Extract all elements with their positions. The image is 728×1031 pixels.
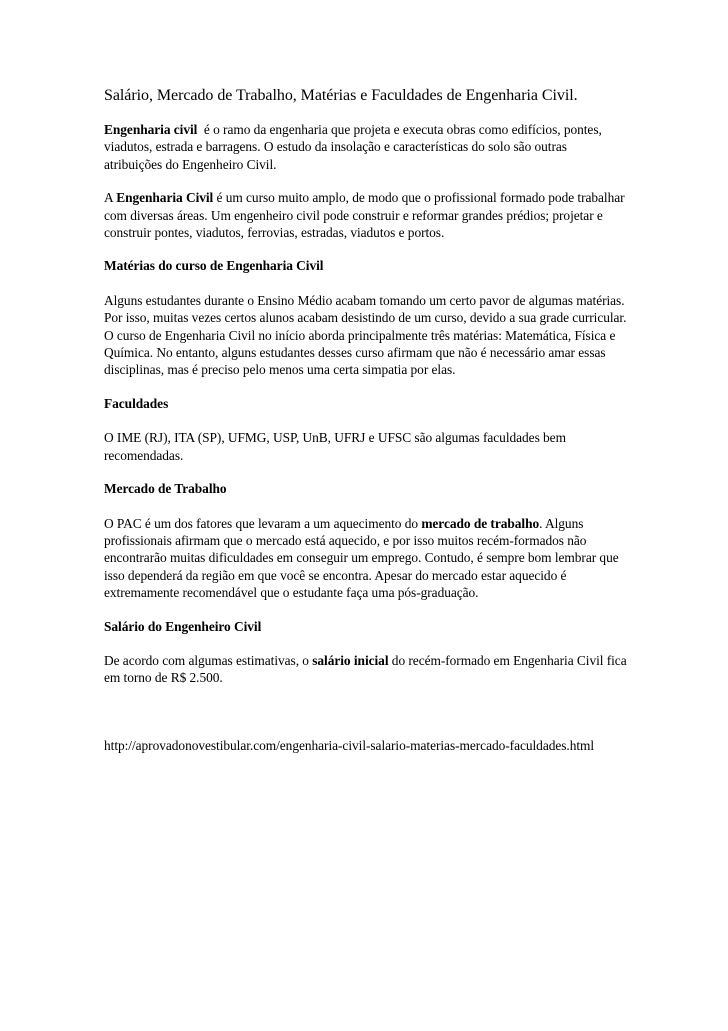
salario-paragraph xyxy=(104,652,628,687)
intro-paragraph xyxy=(104,121,628,173)
faculdades-heading: Faculdades xyxy=(104,395,169,411)
source-url: http://aprovadonovestibular.com/engenharia-civil-salario-materias-mercado-faculdades.html xyxy=(104,737,595,753)
mercado-paragraph xyxy=(104,515,628,602)
spacer xyxy=(104,703,628,737)
salario-text-before: De acordo com algumas estimativas, o xyxy=(104,652,313,668)
materias-heading: Matérias do curso de Engenharia Civil xyxy=(104,258,324,274)
salario-heading: Salário do Engenheiro Civil xyxy=(104,618,262,634)
overview-bold-term: Engenharia Civil xyxy=(116,190,214,206)
mercado-text-after: . Alguns profissionais afirmam que o mercado está aquecido, e por isso muitos recém-formados não encontrarão muitas dificuldades em conseguir um emprego. Contudo, é sempre bom lembrar que isso dependerá da região em que você se encontra. Apesar do mercado estar aquecido é extremamente recomendável que o estudante faça uma pós-graduação. xyxy=(104,515,619,601)
salario-bold-term: salário inicial xyxy=(312,652,389,668)
faculdades-paragraph: O IME (RJ), ITA (SP), UFMG, USP, UnB, UFRJ e UFSC são algumas faculdades bem recomendadas. xyxy=(104,430,566,463)
overview-text: é um curso muito amplo, de modo que o profissional formado pode trabalhar com diversas áreas. Um engenheiro civil pode construir e reformar grandes prédios; projetar e construir pontes, viadutos, ferrovias, estradas, viadutos e portos. xyxy=(104,190,625,241)
intro-text: é o ramo da engenharia que projeta e executa obras como edifícios, pontes, viadutos, estrada e barragens. O estudo da insolação e características do solo são outras atribuições do Engenheiro Civil. xyxy=(104,122,606,172)
mercado-heading: Mercado de Trabalho xyxy=(104,481,227,497)
materias-paragraph: Alguns estudantes durante o Ensino Médio acabam tomando um certo pavor de algumas matérias. Por isso, muitas vezes certos alunos acabam desistindo de um curso, devido a sua grade curricular. O curso de Engenharia Civil no início aborda principalmente três matérias: Matemática, Física e Química. No entanto, alguns estudantes desses curso afirmam que não é necessário amar essas disciplinas, mas é preciso pelo menos uma certa simpatia por elas. xyxy=(104,292,627,378)
mercado-bold-term: mercado de trabalho xyxy=(421,515,540,531)
document-title: Salário, Mercado de Trabalho, Matérias e Faculdades de Engenharia Civil. xyxy=(104,87,578,104)
overview-paragraph xyxy=(104,189,628,241)
salario-text-after: do recém-formado em Engenharia Civil fica em torno de R$ 2.500. xyxy=(104,652,627,686)
document-body xyxy=(104,86,628,754)
overview-prefix: A xyxy=(104,190,117,206)
intro-bold-term: Engenharia civil xyxy=(104,122,198,137)
mercado-text-before: O PAC é um dos fatores que levaram a um aquecimento do xyxy=(104,515,422,531)
